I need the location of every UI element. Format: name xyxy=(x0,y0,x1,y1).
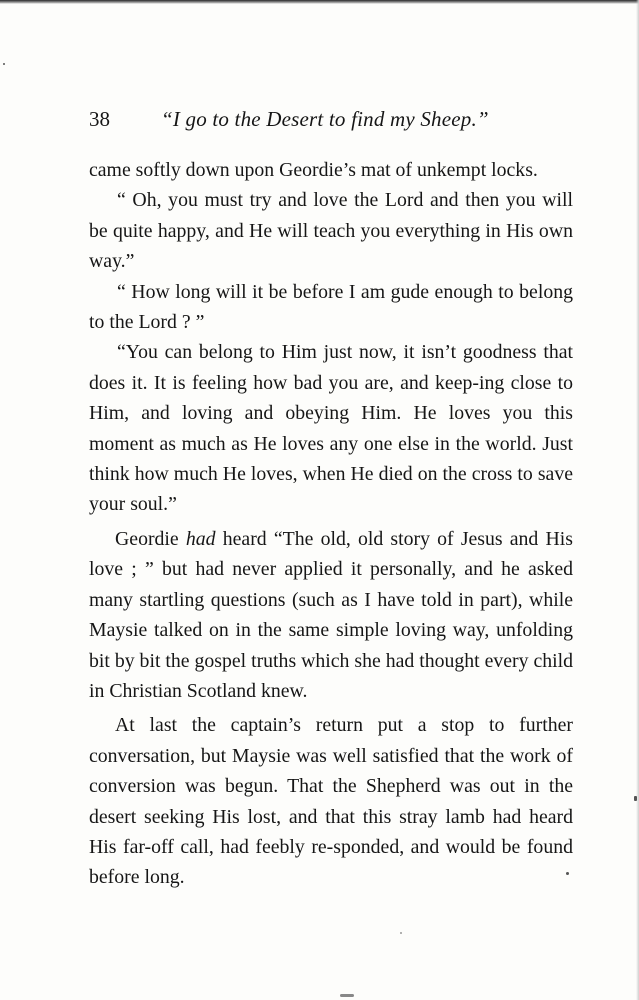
paragraph-3: “ How long will it be before I am gude enough to belong to the Lord ? ” xyxy=(89,280,573,334)
page-number: 38 xyxy=(89,107,110,131)
paragraph-5-rest: heard “The old, old story of Jesus and His love ; ” but had never applied it personally, and he asked many startling questions (such as I have told in part), while Maysie talked on in the same simple loving way, unfolding bit by bit the gospel truths which she had thought every child in Christian Scotland knew. xyxy=(89,527,574,702)
paragraph-5 xyxy=(89,524,573,706)
print-speck xyxy=(3,63,5,65)
paragraph-5-emphasis: had xyxy=(185,527,216,550)
running-title: “I go to the Desert to find my Sheep.” xyxy=(161,107,489,131)
print-speck xyxy=(340,994,354,997)
running-header xyxy=(89,104,529,134)
paragraph-1: came softly down upon Geordie’s mat of unkempt locks. xyxy=(89,159,538,181)
page-text xyxy=(89,155,573,893)
paragraph-5-start: Geordie xyxy=(115,527,186,550)
paragraph-6: At last the captain’s return put a stop to further conversation, but Maysie was well satisfied that the work of conversion was begun. That the Shepherd was out in the desert seeking His lost, and that this stray lamb had heard His far-off call, had feebly re-sponded, and would be found before long. xyxy=(89,714,573,889)
print-speck xyxy=(566,872,569,875)
print-speck xyxy=(634,796,637,801)
print-speck xyxy=(400,932,402,934)
paragraph-4: “You can belong to Him just now, it isn’t goodness that does it. It is feeling how bad you are, and keep-ing close to Him, and loving and obeying Him. He loves you this moment as much as He loves any one else in the world. Just think how much He loves, when He died on the cross to save your soul.” xyxy=(89,341,573,516)
paragraph-2: “ Oh, you must try and love the Lord and then you will be quite happy, and He will teach you everything in His own way.” xyxy=(89,189,573,273)
page-top-edge xyxy=(0,0,639,4)
